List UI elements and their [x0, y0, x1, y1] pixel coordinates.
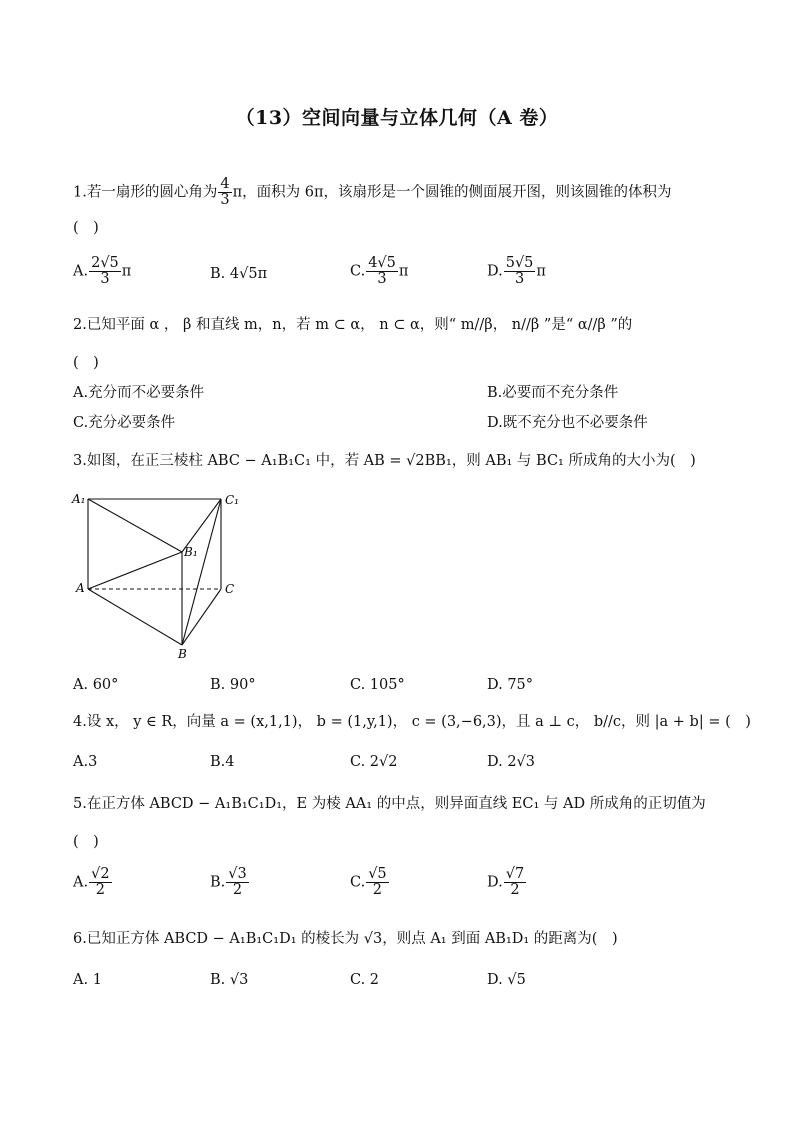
q6-option-c[interactable]: C. 2 [350, 972, 380, 988]
q1-stem-part-b: π，面积为 6π，该扇形是一个圆锥的侧面展开图，则该圆锥的体积为 [232, 184, 672, 201]
label-a: A [76, 581, 85, 595]
q5-option-c[interactable]: C. $\frac{√5}{2}$ [350, 866, 387, 899]
label-b: B [178, 647, 187, 660]
q6-option-a[interactable]: A. 1 [73, 972, 102, 988]
q1-option-d[interactable]: D. $\frac{5√5}{3}$ π [487, 255, 546, 288]
q4-option-c[interactable]: C. 2√2 [350, 754, 398, 770]
edge-a-b [88, 589, 182, 645]
question-2-paren: ( ) [73, 355, 99, 371]
q1-fraction: $\frac{4}{3}$ [220, 176, 230, 209]
q3-option-c[interactable]: C. 105° [350, 677, 405, 693]
q2-option-c[interactable]: C.充分必要条件 [73, 415, 176, 431]
question-2-stem: 2.已知平面 α ， β 和直线 m，n，若 m ⊂ α， n ⊂ α，则“ m//β， n//β ”是“ α//β ”的 [73, 317, 633, 333]
question-4-stem: 4.设 x， y ∈ R，向量 a = (x,1,1)， b = (1,y,1)， c = (3,−6,3)，且 a ⊥ c， b//c，则 |a + b| = ( ) [73, 714, 751, 730]
page-title: （13）空间向量与立体几何（A 卷） [235, 107, 559, 129]
label-c1: C₁ [225, 493, 239, 507]
q6-option-b[interactable]: B. √3 [210, 972, 249, 988]
q5-option-b[interactable]: B. $\frac{√3}{2}$ [210, 866, 247, 899]
q4-option-d[interactable]: D. 2√3 [487, 754, 536, 770]
edge-a1-b1 [88, 499, 182, 552]
q6-option-d[interactable]: D. √5 [487, 972, 526, 988]
q5-option-d[interactable]: D. $\frac{√7}{2}$ [487, 866, 525, 899]
edge-b-c [182, 589, 221, 645]
q4-option-a[interactable]: A.3 [73, 754, 98, 770]
q2-option-d[interactable]: D.既不充分也不必要条件 [487, 415, 648, 431]
q1-stem-part-a: 1.若一扇形的圆心角为 [73, 184, 218, 201]
q3-option-b[interactable]: B. 90° [210, 677, 256, 693]
prism-figure [70, 488, 260, 660]
question-5-paren: ( ) [73, 834, 99, 850]
question-3-stem: 3.如图，在正三棱柱 ABC − A₁B₁C₁ 中，若 AB = √2BB₁，则 AB₁ 与 BC₁ 所成角的大小为( ) [73, 453, 696, 469]
question-1-stem [73, 177, 671, 208]
q1-option-a[interactable]: A. $\frac{2√5}{3}$ π [73, 255, 132, 288]
label-a1: A₁ [72, 492, 86, 506]
label-c: C [225, 582, 235, 596]
question-1-paren: ( ) [73, 220, 99, 236]
q1-option-b[interactable]: B. 4√5π [210, 266, 268, 282]
label-b1: B₁ [184, 545, 198, 559]
q4-option-b[interactable]: B.4 [210, 754, 235, 770]
segment-b-c1 [182, 499, 221, 645]
segment-a-b1 [88, 552, 182, 589]
question-5-stem: 5.在正方体 ABCD − A₁B₁C₁D₁，E 为棱 AA₁ 的中点，则异面直线 EC₁ 与 AD 所成角的正切值为 [73, 796, 706, 812]
q3-option-d[interactable]: D. 75° [487, 677, 534, 693]
q2-option-b[interactable]: B.必要而不充分条件 [487, 385, 619, 401]
q5-option-a[interactable]: A. $\frac{√2}{2}$ [73, 866, 110, 899]
q1-option-c[interactable]: C. $\frac{4√5}{3}$ π [350, 255, 409, 288]
q2-option-a[interactable]: A.充分而不必要条件 [73, 385, 205, 401]
question-6-stem: 6.已知正方体 ABCD − A₁B₁C₁D₁ 的棱长为 √3，则点 A₁ 到面 AB₁D₁ 的距离为( ) [73, 931, 618, 947]
q3-option-a[interactable]: A. 60° [73, 677, 119, 693]
